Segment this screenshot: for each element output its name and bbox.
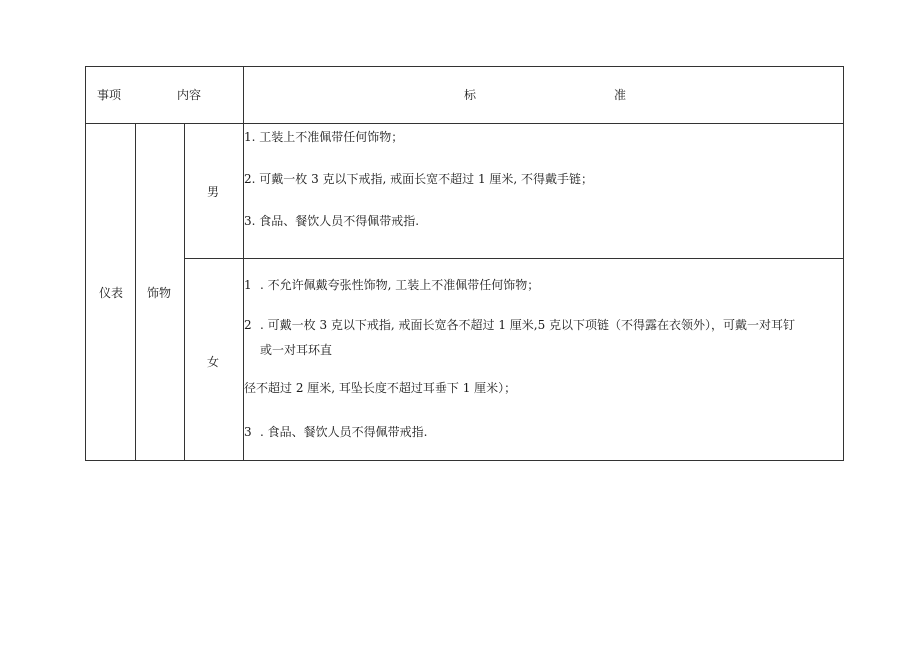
header-content: 内容 <box>177 88 202 102</box>
female-rule-1: . 不允许佩戴夸张性饰物, 工装上不准佩带任何饰物； <box>260 278 540 292</box>
header-standard-left: 标 <box>464 88 477 102</box>
female-rule-2-number: 2 <box>244 318 252 332</box>
female-label: 女 <box>207 355 220 369</box>
subcategory-label: 饰物 <box>147 286 172 300</box>
female-rule-2: . 可戴一枚 3 克以下戒指, 戒面长宽各不超过 1 厘米,5 克以下项链（不得露在衣领外），可戴一对耳钉 <box>260 318 796 332</box>
category-label: 仪表 <box>99 286 124 300</box>
female-rule-2-wrap: 径不超过 2 厘米, 耳坠长度不超过耳垂下 1 厘米）； <box>244 381 517 395</box>
male-label: 男 <box>207 185 220 199</box>
female-rule-1-number: 1 <box>244 278 252 292</box>
male-rule-3: 3. 食品、餐饮人员不得佩带戒指. <box>244 214 420 228</box>
header-divider <box>86 123 843 124</box>
female-rule-2-continued: 或一对耳环直 <box>260 343 333 357</box>
female-rule-3-number: 3 <box>244 425 252 439</box>
header-item: 事项 <box>97 88 122 102</box>
col-divider-3 <box>243 67 244 460</box>
col-divider-2 <box>184 123 185 460</box>
col-divider-1 <box>135 123 136 460</box>
standards-table <box>85 66 844 461</box>
header-standard-right: 准 <box>614 88 627 102</box>
female-rule-3: . 食品、餐饮人员不得佩带戒指. <box>260 425 428 439</box>
male-rule-1: 1. 工装上不准佩带任何饰物； <box>244 130 404 144</box>
gender-divider <box>184 258 843 259</box>
male-rule-2: 2. 可戴一枚 3 克以下戒指, 戒面长宽不超过 1 厘米, 不得戴手链； <box>244 172 594 186</box>
